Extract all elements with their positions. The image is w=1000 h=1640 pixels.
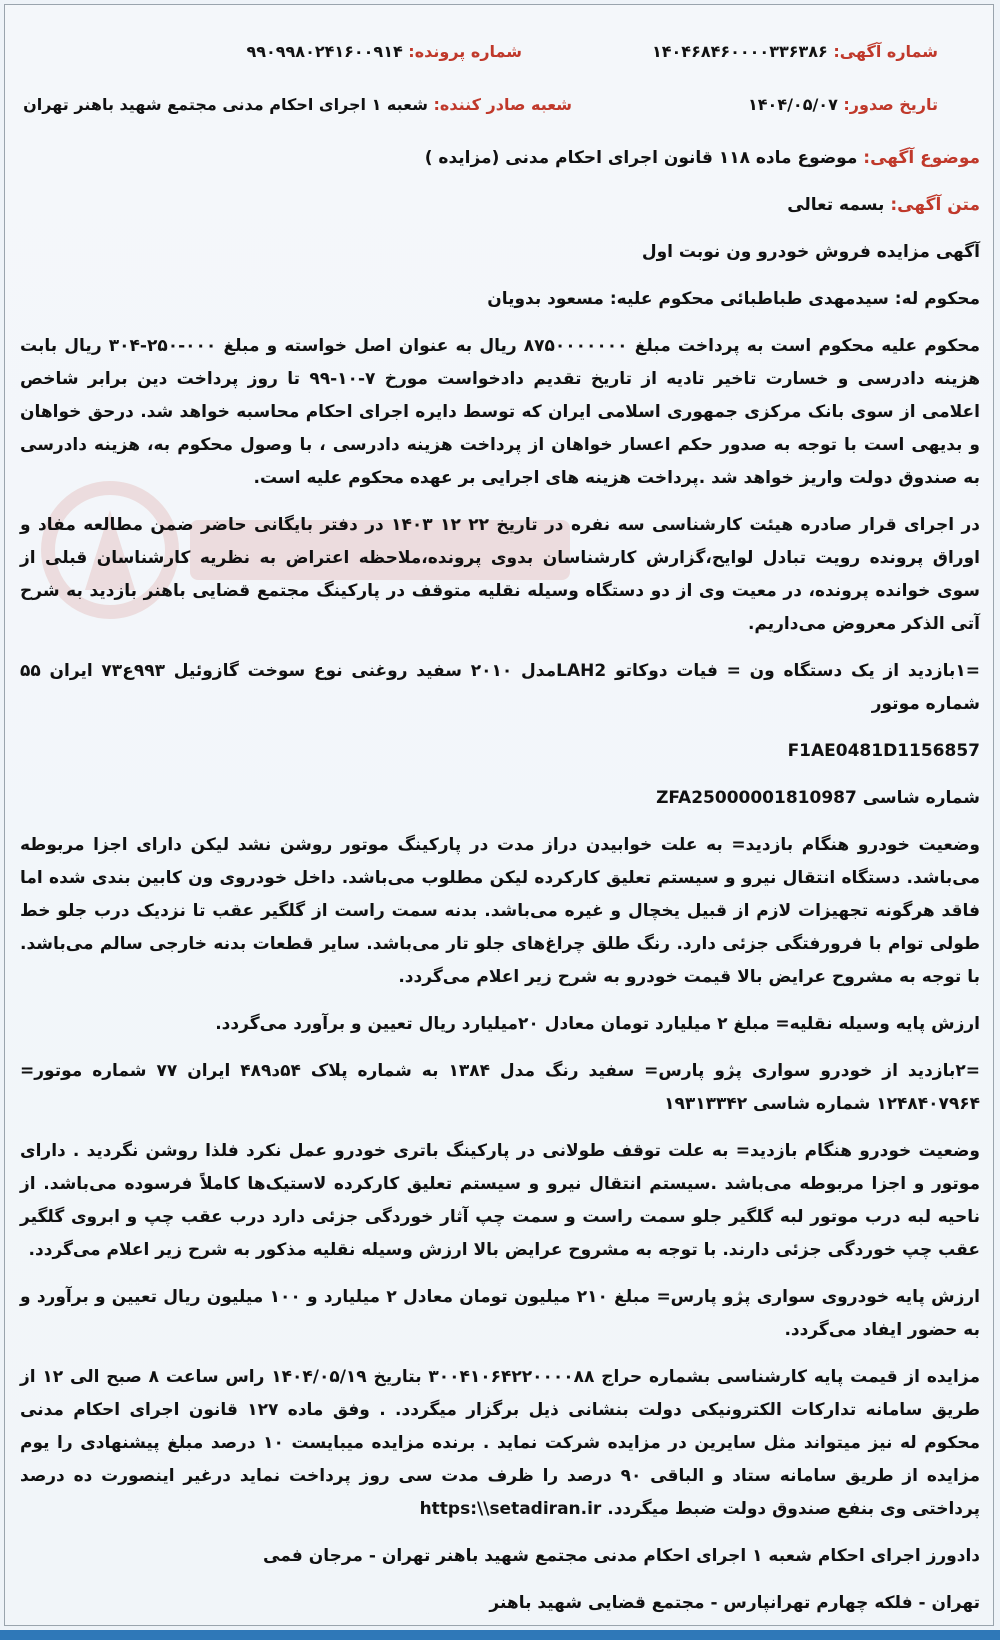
case-number: ۹۹۰۹۹۸۰۲۴۱۶۰۰۹۱۴	[246, 42, 403, 61]
vehicle1-engine: F1AE0481D1156857	[787, 741, 980, 761]
subject-label: موضوع آگهی:	[863, 148, 980, 168]
ad-number-label: شماره آگهی:	[833, 42, 938, 61]
subject-row	[20, 142, 980, 175]
ad-number: ۱۴۰۴۶۸۴۶۰۰۰۰۳۳۶۳۸۶	[652, 42, 828, 61]
body-intro-row	[20, 189, 980, 222]
address: تهران - فلکه چهارم تهرانپارس - مجتمع قضایی شهید باهنر	[489, 1593, 980, 1613]
vehicle1-value: ارزش پایه وسیله نقلیه= مبلغ ۲ میلیارد تومان معادل ۲۰میلیارد ریال تعیین و برآورد می‌گردد.	[215, 1014, 980, 1034]
case-number-row	[246, 42, 522, 61]
issuer-row	[23, 95, 572, 114]
subject-value: موضوع ماده ۱۱۸ قانون اجرای احکام مدنی (مزایده )	[424, 148, 858, 168]
body-intro-label: متن آگهی:	[890, 195, 980, 215]
issuer-label: شعبه صادر کننده:	[433, 95, 572, 114]
case-number-label: شماره پرونده:	[408, 42, 522, 61]
auction-url-link[interactable]: https:\\setadiran.ir	[419, 1499, 602, 1519]
vehicle1-condition: وضعیت خودرو هنگام بازدید= به علت خوابیدن دراز مدت در پارکینگ موتور روشن نشد لیکن دارای اجزا مربوطه می‌باشد. دستگاه انتقال نیرو و سیستم تعلیق کارکرده لیکن مطلوب می‌باشد. داخل خودروی ون کابین بندی شده اما فاقد هرگونه تجهیزات لازم از قبیل یخچال و غیره می‌باشد. بدنه سمت راست از گلگیر عقب تا نزدیک درب جلو خط طولی توام با فرورفتگی جزئی دارد. رنگ طلق چراغ‌های جلو تار می‌باشد. سایر قطعات بدنه خارجی سالم می‌باشد. با توجه به مشروح عرایض بالا قیمت خودرو به شرح زیر اعلام می‌گردد.	[20, 835, 980, 987]
judgment-paragraph: محکوم علیه محکوم است به پرداخت مبلغ ۸۷۵۰۰۰۰۰۰۰ ریال به عنوان اصل خواسته و مبلغ ۰۰۰-۲۵۰-۳۰۴ ریال بابت هزینه دادرسی و خسارت تاخیر تادیه از تاریخ تقدیم دادخواست مورخ ۷-۱۰-۹۹ تا روز پرداخت دین برابر شاخص اعلامی از سوی بانک مرکزی جمهوری اسلامی ایران که توسط دایره اجرای احکام محاسبه خواهد شد. درحق خواهان و بدیهی است با توجه به صدور حکم اعسار خواهان از پرداخت هزینه دادرسی ، با وصول محکوم به، هزینه دادرسی به صندوق دولت واریز خواهد شد .پرداخت هزینه های اجرایی بر عهده محکوم علیه است.	[20, 336, 980, 488]
bottom-bar	[0, 1630, 1000, 1640]
ad-number-row	[652, 42, 938, 61]
issue-date: ۱۴۰۴/۰۵/۰۷	[748, 95, 838, 114]
notice-body	[20, 142, 980, 1634]
issue-date-label: تاریخ صدور:	[843, 95, 938, 114]
notice-title: آگهی مزایده فروش خودرو ون نوبت اول	[641, 242, 980, 262]
vehicle2-line: =۲بازدید از خودرو سواری پژو پارس= سفید رنگ مدل ۱۳۸۴ به شماره پلاک ۵۴د۴۸۹ ایران ۷۷ شماره موتور= ۱۲۴۸۴۰۷۹۶۴ شماره شاسی ۱۹۳۱۳۳۴۲	[20, 1061, 980, 1114]
parties: محکوم له: سیدمهدی طباطبائی محکوم علیه: مسعود بدویان	[487, 289, 980, 309]
body-intro-value: بسمه تعالی	[787, 195, 885, 215]
issuer: شعبه ۱ اجرای احکام مدنی مجتمع شهید باهنر تهران	[23, 95, 428, 114]
auction-text: مزایده از قیمت پایه کارشناسی بشماره حراج ۳۰۰۴۱۰۶۴۲۲۰۰۰۰۸۸ بتاریخ ۱۴۰۴/۰۵/۱۹ راس ساعت ۸ صبح الی ۱۲ از طریق سامانه تدارکات الکترونیکی دولت بنشانی ذیل برگزار میگردد. . وفق ماده ۱۲۷ قانون اجرای احکام مدنی محکوم له نیز میتواند مثل سایرین در مزایده شرکت نماید . برنده مزایده میبایست ۱۰ درصد مبلغ پیشنهادی را یوم مزایده از طریق سامانه ستاد و الباقی ۹۰ درصد را ظرف مدت سی روز پرداخت نماید درغیر اینصورت ده درصد پرداختی وی بنفع صندوق دولت ضبط میگردد.	[20, 1367, 981, 1519]
expert-paragraph: در اجرای قرار صادره هیئت کارشناسی سه نفره در تاریخ ۲۲ ۱۲ ۱۴۰۳ در دفتر بایگانی حاضر ضمن مطالعه مفاد و اوراق پرونده رویت تبادل لوایح،گزارش کارشناسان بدوی پرونده،ملاحظه اعتراض به نظریه کارشناسان قبلی از سوی خوانده پرونده، در معیت وی از دو دستگاه وسیله نقلیه متوقف در پارکینگ مجتمع قضایی باهنر بازدید به شرح آتی الذکر معروض می‌داریم.	[20, 515, 981, 634]
vehicle2-value: ارزش پایه خودروی سواری پژو پارس= مبلغ ۲۱۰ میلیون تومان معادل ۲ میلیارد و ۱۰۰ میلیون ریال تعیین و برآورد و به حضور ایفاد می‌گردد.	[20, 1287, 981, 1340]
issue-date-row	[748, 95, 938, 114]
auction-paragraph	[20, 1361, 980, 1526]
signature: دادورز اجرای احکام شعبه ۱ اجرای احکام مدنی مجتمع شهید باهنر تهران - مرجان فمی	[263, 1546, 980, 1566]
vehicle2-condition: وضعیت خودرو هنگام بازدید= به علت توقف طولانی در پارکینگ باتری خودرو عمل نکرد فلذا روشن نگردید . دارای موتور و اجزا مربوطه می‌باشد .سیستم انتقال نیرو و سیستم تعلیق کارکرده لاستیک‌ها کاملاً فرسوده می‌باشد. از ناحیه لبه درب موتور لبه گلگیر جلو سمت راست و سمت چپ آثار خوردگی جزئی دارد درب عقب چپ و ابروی گلگیر عقب چپ خوردگی جزئی دارند. با توجه به مشروح عرایض بالا ارزش وسیله نقلیه مذکور به شرح زیر اعلام می‌گردد.	[20, 1141, 980, 1260]
vehicle1-line: =۱بازدید از یک دستگاه ون = فیات دوکاتو LAH2مدل ۲۰۱۰ سفید روغنی نوع سوخت گازوئیل ۹۹۳ع۷۳ ایران ۵۵ شماره موتور	[20, 661, 980, 714]
vehicle1-chassis: شماره شاسی ZFA25000001810987	[656, 788, 980, 808]
